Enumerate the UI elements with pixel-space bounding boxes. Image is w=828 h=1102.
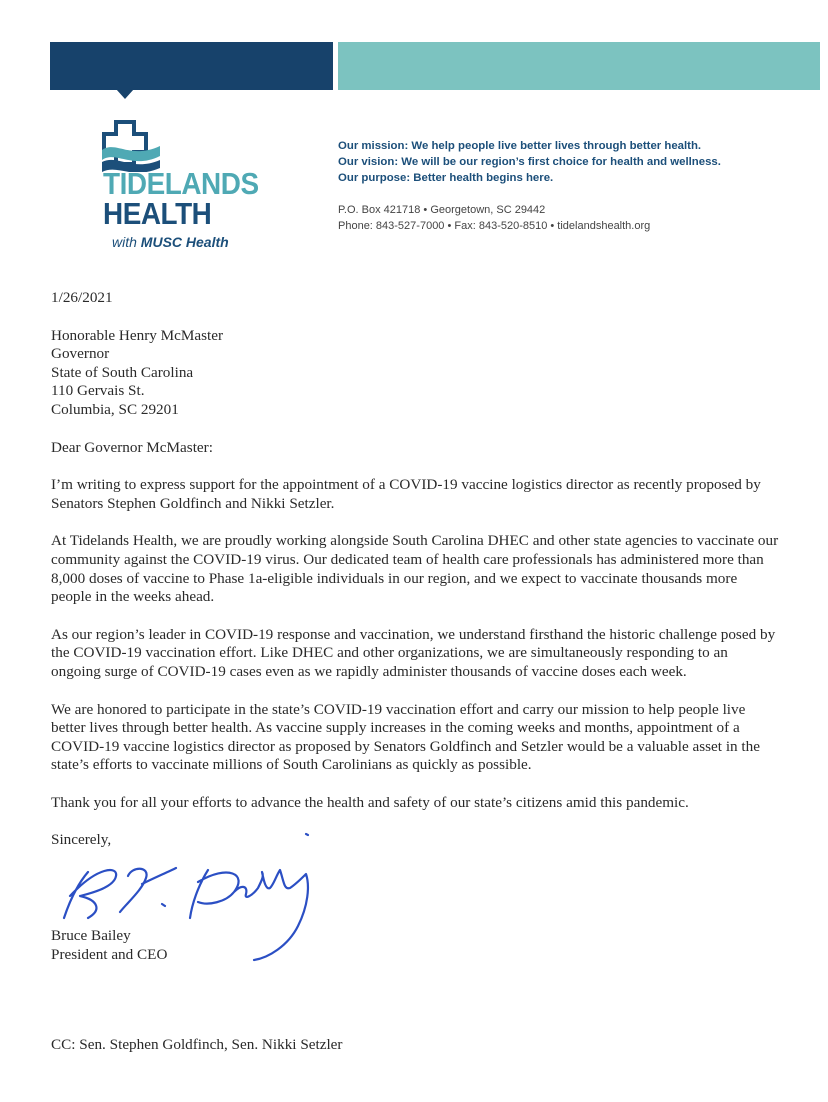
mailing-address: P.O. Box 421718 • Georgetown, SC 29442 [338,204,546,216]
logo-wordmark-health: HEALTH [103,196,212,231]
vision-statement: Our vision: We will be our region’s first choice for health and wellness. [338,156,721,168]
body-paragraph: Thank you for all your efforts to advance the health and safety of our state’s citizens amid this pandemic. [51,793,689,811]
body-paragraph: I’m writing to express support for the appointment of a COVID-19 vaccine logistics director as recently proposed by Senators Stephen Goldfinch and Nikki Setzler. [51,476,761,512]
recipient-line: Governor [51,345,110,363]
purpose-statement: Our purpose: Better health begins here. [338,172,554,184]
mission-statement: Our mission: We help people live better lives through better health. [338,140,702,152]
signer-block [51,927,167,964]
tidelands-logo-icon [102,120,160,172]
phone-fax-web: Phone: 843-527-7000 • Fax: 843-520-8510 • tidelandshealth.org [338,220,651,232]
recipient-line: Columbia, SC 29201 [51,400,179,418]
body-paragraph: At Tidelands Health, we are proudly working alongside South Carolina DHEC and other state agencies to vaccinate our community against the COVID-19 virus. Our dedicated team of health care professionals has administered more than 8,000 doses of vaccine to Phase 1a-eligible individuals in our region, and we expect to vaccinate thousands more people in the weeks ahead. [51,532,779,606]
letter-date: 1/26/2021 [51,289,113,306]
salutation: Dear Governor McMaster: [51,438,213,456]
logo-subtitle-prefix: with [112,234,137,250]
signer-title: President and CEO [51,945,168,963]
logo-subtitle [112,234,229,250]
recipient-line: 110 Gervais St. [51,382,145,400]
recipient-line: State of South Carolina [51,363,194,381]
closing: Sincerely, [51,831,112,849]
body-paragraph: As our region’s leader in COVID-19 response and vaccination, we understand firsthand the historic challenge posed by the COVID-19 vaccination effort. Like DHEC and other organizations, we are simultaneously responding to an ongoing surge of COVID-19 cases even as we rapidly administer thousands of vaccine doses each week. [51,625,776,680]
mission-block [338,138,721,186]
logo-subtitle-brand: MUSC Health [140,234,229,250]
cc-line: CC: Sen. Stephen Goldfinch, Sen. Nikki Setzler [51,1036,343,1053]
logo-wordmark-tidelands: TIDELANDS [103,166,259,201]
letter-body [51,289,781,850]
recipient-line: Honorable Henry McMaster [51,326,224,344]
banner-notch [116,89,134,99]
header-banner-navy [50,42,333,90]
body-paragraph: We are honored to participate in the state’s COVID-19 vaccination effort and carry our mission to help people live better lives through better health. As vaccine supply increases in the coming weeks and months, appointment of a COVID-19 vaccine logistics director as proposed by Senators Goldfinch and Setzler would be a valuable asset in the state’s efforts to vaccinate millions of South Carolinians as quickly as possible. [51,700,760,774]
signer-name: Bruce Bailey [51,927,131,944]
recipient-address [51,327,781,420]
header-banner-teal [338,42,820,90]
contact-block [338,202,650,234]
